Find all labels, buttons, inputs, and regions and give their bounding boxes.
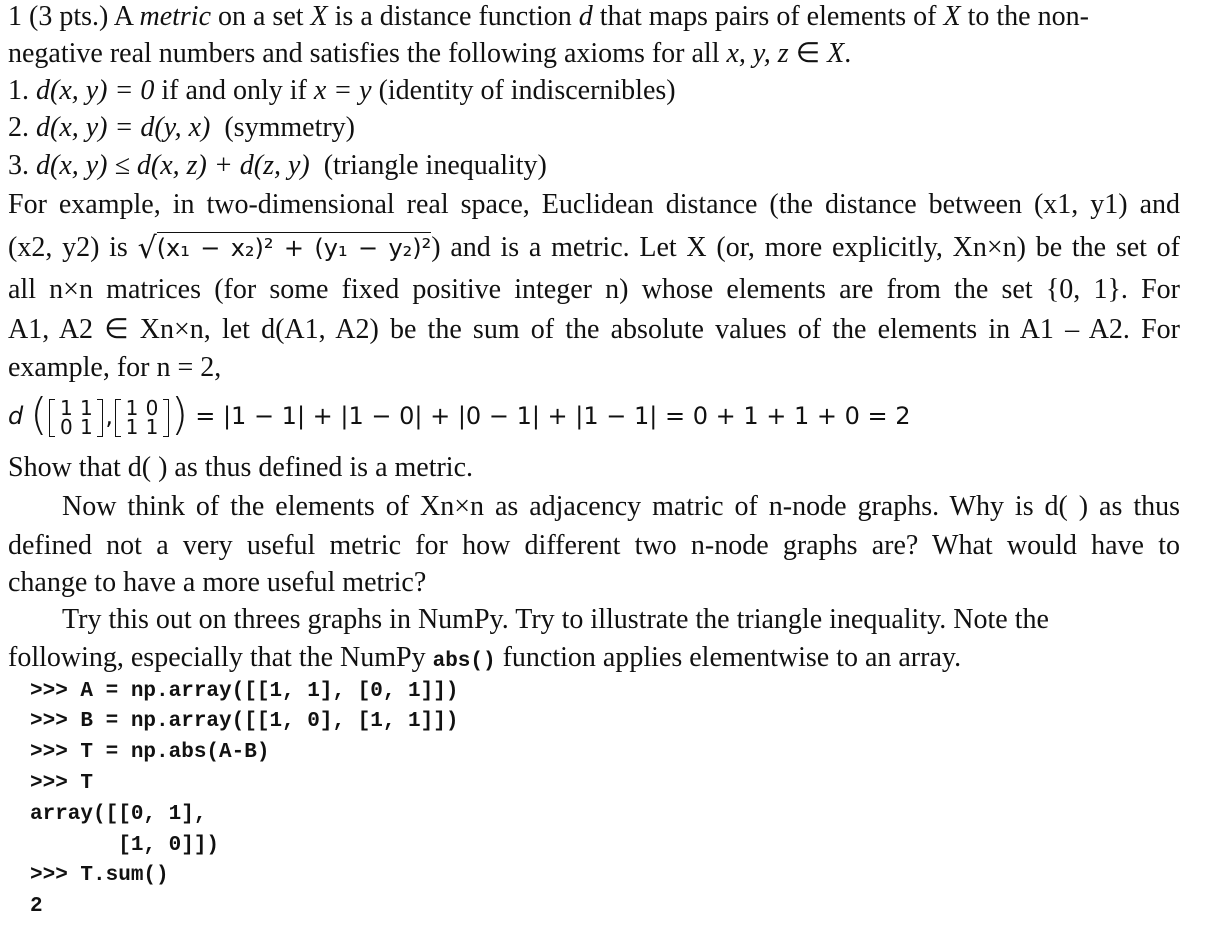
term-metric: metric (139, 1, 211, 32)
axiom-text: (triangle inequality) (309, 150, 547, 181)
code-line: array([[0, 1], (30, 803, 207, 826)
code-line: [1, 0]]) (30, 834, 220, 857)
example-text: (x2, y2) is (8, 232, 138, 263)
intro-text: that maps pairs of elements of (592, 1, 944, 32)
func-d: d (578, 1, 593, 32)
para2-text: Now think of the elements of Xn×n as adjacency matric of n-node graphs. Why is d( ) as thus (62, 491, 1180, 522)
code-line: >>> T = np.abs(A-B) (30, 741, 270, 764)
para3-line-2 (8, 641, 961, 679)
axiom-number: 1. (8, 75, 36, 106)
formula-rhs: = |1 − 1| + |1 − 0| + |0 − 1| + |1 − 1| = 0 + 1 + 1 + 0 = 2 (195, 402, 911, 430)
example-line-1: For example, in two-dimensional real space, Euclidean distance (the distance between (x1, y1) and (8, 189, 1180, 220)
para3-text: function applies elementwise to an array. (495, 642, 962, 673)
matrix-cell: 1 (145, 414, 159, 439)
example-line-3: all n×n matrices (for some fixed positive integer n) whose elements are from the set {0, 1}. For (8, 274, 1180, 305)
code-line: >>> B = np.array([[1, 0], [1, 1]]) (30, 710, 459, 733)
example-line-5: example, for n = 2, (8, 352, 222, 383)
matrix-a1 (49, 395, 103, 439)
matrix-cell: 0 (60, 414, 73, 439)
intro-text: to the non- (960, 1, 1089, 32)
axiom-variables: x, y, z (726, 38, 789, 69)
axiom-identity (8, 74, 676, 108)
problem-header: 1 (3 pts.) (8, 1, 109, 32)
para2-line-1 (8, 490, 1180, 524)
example-text: ) and is a metric. Let X (or, more explicitly, Xn×n) be the set of (431, 232, 1181, 263)
sqrt-radicand: (x₁ − x₂)² + (y₁ − y₂)² (156, 234, 432, 262)
element-of-symbol: ∈ (788, 38, 828, 69)
code-line: 2 (30, 895, 43, 918)
axiom-text: (identity of indiscernibles) (371, 75, 676, 106)
problem-intro-line-2 (8, 37, 851, 71)
example-line-4: A1, A2 ∈ Xn×n, let d(A1, A2) be the sum of the absolute values of the elements in A1 – A2. For (8, 314, 1180, 345)
comma: , (105, 402, 114, 430)
set-x: X (943, 1, 961, 32)
para2-line-2: defined not a very useful metric for how different two n-node graphs are? What would have to (8, 530, 1180, 561)
matrix-cell: 1 (80, 395, 93, 420)
axiom-text: (symmetry) (210, 112, 355, 143)
matrix-cell: 1 (125, 414, 139, 439)
code-line: >>> T (30, 772, 94, 795)
problem-intro-line (8, 0, 1089, 34)
axiom-expression: d(x, y) = 0 (36, 75, 155, 106)
axiom-expression: d(x, y) = d(y, x) (36, 112, 211, 143)
para2-line-3: change to have a more useful metric? (8, 567, 427, 598)
para3-text: following, especially that the NumPy (8, 642, 433, 673)
distance-formula (8, 388, 911, 442)
open-paren: ( (30, 388, 48, 440)
close-paren: ) (171, 388, 189, 440)
para3-line-1: Try this out on threes graphs in NumPy. Try to illustrate the triangle inequality. Note the (62, 604, 1049, 635)
intro-text: is a distance function (327, 1, 579, 32)
show-statement: Show that d( ) as thus defined is a metric. (8, 452, 474, 483)
intro-text: on a set (211, 1, 311, 32)
axiom-triangle (8, 149, 547, 183)
matrix-a2 (115, 395, 169, 439)
axiom-number: 2. (8, 112, 36, 143)
example-line-2 (8, 230, 1180, 265)
matrix-cell: 0 (145, 395, 159, 420)
axiom-text: if and only if (154, 75, 314, 106)
axiom-number: 3. (8, 150, 36, 181)
matrix-cell: 1 (125, 395, 139, 420)
set-x: X (310, 1, 328, 32)
axiom-expression: x = y (313, 75, 372, 106)
matrix-cell: 1 (80, 414, 93, 439)
intro-text: . (844, 38, 852, 69)
sqrt-symbol: √ (137, 231, 157, 266)
matrix-cell: 1 (60, 395, 73, 420)
inline-code-abs: abs() (432, 650, 496, 673)
axiom-expression: d(x, y) ≤ d(x, z) + d(z, y) (36, 150, 310, 181)
func-d: d (8, 402, 24, 430)
axiom-symmetry (8, 111, 355, 145)
intro-text: negative real numbers and satisfies the following axioms for all (8, 38, 727, 69)
intro-text: A (108, 1, 140, 32)
code-line: >>> A = np.array([[1, 1], [0, 1]]) (30, 680, 459, 703)
set-x: X (827, 38, 845, 69)
code-line: >>> T.sum() (30, 864, 169, 887)
